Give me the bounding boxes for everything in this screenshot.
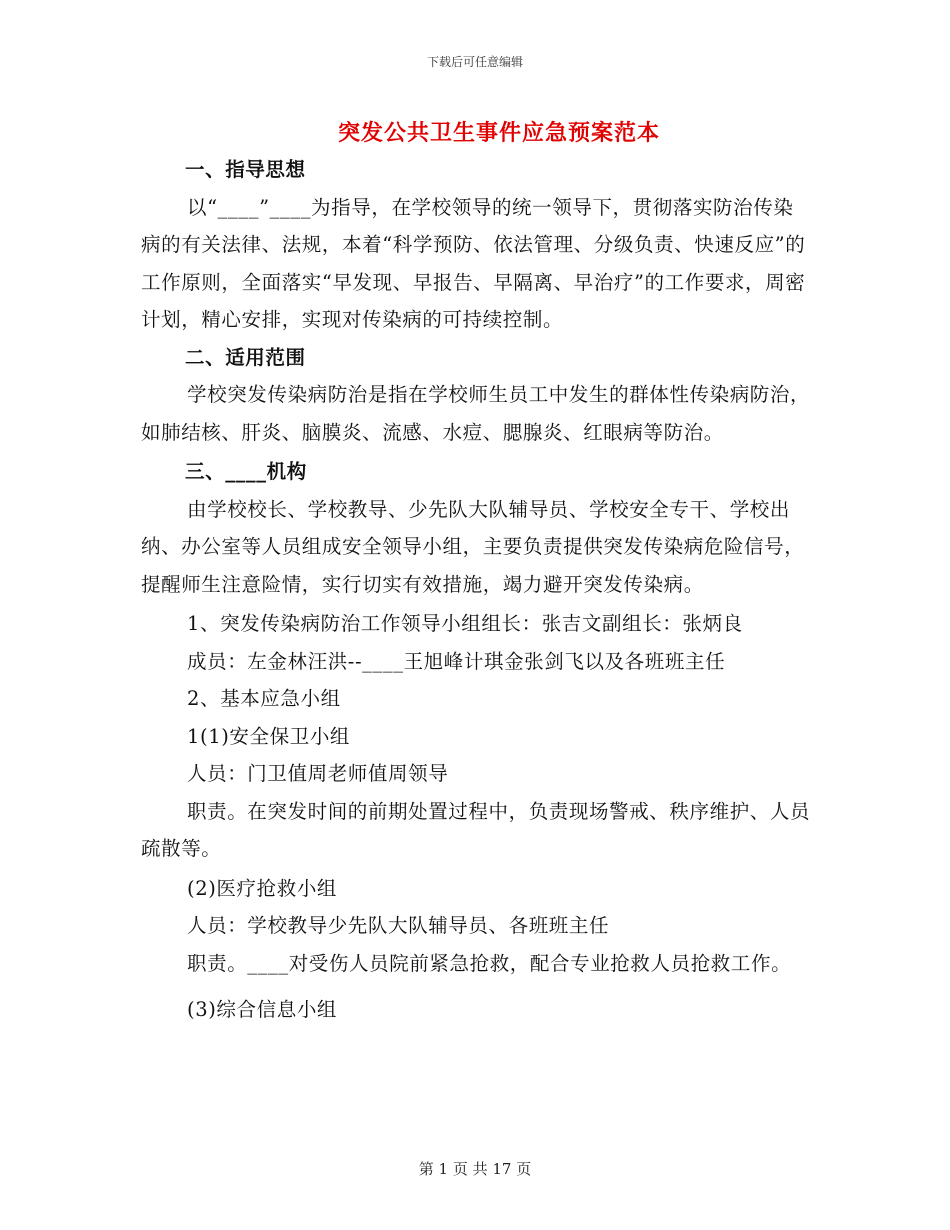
section-heading-guiding-ideology: 一、指导思想: [185, 158, 306, 181]
line-info-group: (3)综合信息小组: [187, 998, 338, 1021]
line-leadership-group: 1、突发传染病防治工作领导小组组长：张吉文副组长：张炳良: [187, 612, 743, 635]
line-security-group: 1(1)安全保卫小组: [187, 724, 351, 748]
paragraph-scope: 学校突发传染病防治是指在学校师生员工中发生的群体性传染病防治，如肺结核、肝炎、脑膜炎、流感、水痘、腮腺炎、红眼病等防治。: [141, 383, 811, 444]
line-medical-group: (2)医疗抢救小组: [187, 876, 338, 900]
line-basic-emergency-groups: 2、基本应急小组: [187, 687, 341, 710]
paragraph-organization: 由学校校长、学校教导、少先队大队辅导员、学校安全专干、学校出纳、办公室等人员组成安全领导小组，主要负责提供突发传染病危险信号，提醒师生注意险情，实行切实有效措施，竭力避开突发传染病。: [141, 497, 805, 596]
document-body: [141, 151, 811, 1029]
paragraph-medical-duties: 职责。____对受伤人员院前紧急抢救，配合专业抢救人员抢救工作。: [187, 951, 792, 975]
line-medical-personnel: 人员：学校教导少先队大队辅导员、各班班主任: [187, 914, 610, 937]
page-number: 第 1 页 共 17 页: [418, 1160, 532, 1178]
document-title: 突发公共卫生事件应急预案范本: [337, 120, 660, 146]
line-security-personnel: 人员：门卫值周老师值周领导: [187, 762, 449, 785]
section-heading-organization: 三、____机构: [185, 460, 307, 483]
line-members: 成员：左金林汪洪--____王旭峰计琪金张剑飞以及各班班主任: [187, 649, 726, 673]
paragraph-security-duties: 职责。在突发时间的前期处置过程中，负责现场警戒、秩序维护、人员疏散等。: [141, 799, 811, 860]
paragraph-guiding-ideology: 以“____”____为指导，在学校领导的统一领导下，贯彻落实防治传染病的有关法律、法规，本着“科学预防、依法管理、分级负责、快速反应”的工作原则，全面落实“早发现、早报告、早隔离、早治疗”的工作要求，周密计划，精心安排，实现对传染病的可持续控制。: [141, 195, 806, 331]
section-heading-scope: 二、适用范围: [185, 345, 306, 369]
page-header-note: 下载后可任意编辑: [426, 55, 523, 69]
